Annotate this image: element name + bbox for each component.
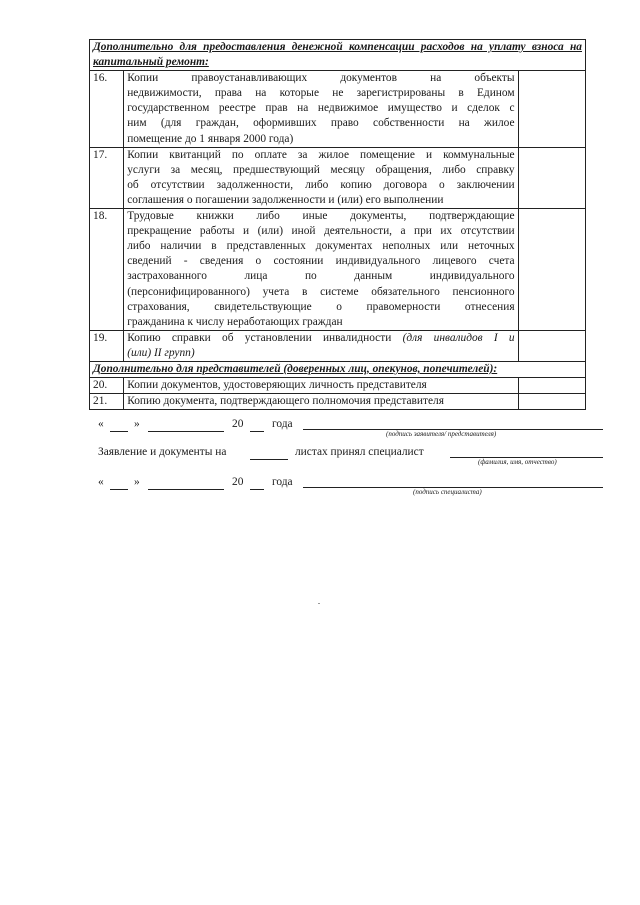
documents-table [89, 39, 586, 410]
item-mark-cell[interactable] [518, 71, 585, 147]
day-field[interactable] [110, 489, 128, 490]
item-number: 19. [90, 330, 124, 361]
item-number: 21. [90, 394, 124, 410]
disability-note: (для инвалидов I и [402, 331, 515, 344]
item-mark-cell[interactable] [518, 209, 585, 331]
quote-open: « [98, 418, 104, 430]
item-mark-cell[interactable] [518, 147, 585, 208]
accepted-suffix: листах принял специалист [295, 446, 424, 458]
item-text: Копии правоустанавливающих документов на объекты недвижимости, права на которые не зарегистрированы в Едином государственном реестре прав на недвижимое имущество и сделок с ним (для граждан, оформивших право собственности на жилое помещение до 1 января 2000 года) [124, 71, 518, 147]
applicant-signature-caption: (подпись заявителя/ представителя) [386, 430, 497, 438]
item-number: 18. [90, 209, 124, 331]
specialist-name-caption: (фамилия, имя, отчество) [478, 458, 557, 466]
specialist-signature-caption: (подпись специалиста) [413, 488, 482, 496]
year-field[interactable] [250, 431, 264, 432]
item-number: 20. [90, 378, 124, 394]
item-text: Копию документа, подтверждающего полномочия представителя [124, 394, 518, 410]
year-word: года [272, 476, 293, 488]
item-text: Копии документов, удостоверяющих личность представителя [124, 378, 518, 394]
item-number: 17. [90, 147, 124, 208]
disability-note-cont: (или) II групп) [127, 346, 195, 359]
quote-open: « [98, 476, 104, 488]
year-prefix: 20 [232, 476, 244, 488]
table-row [90, 378, 586, 394]
month-field[interactable] [148, 489, 224, 490]
table-row [90, 330, 586, 361]
table-row [90, 394, 586, 410]
item-text: Копии квитанций по оплате за жилое помещение и коммунальные услуги за месяц, предшествующий месяцу обращения, либо справку об отсутствии задолженности, либо копию договора о заключении соглашения о погашении задолженности и (или) его выполнении [124, 147, 518, 208]
quote-close: » [134, 476, 140, 488]
year-prefix: 20 [232, 418, 244, 430]
scan-speck [318, 603, 320, 604]
year-word: года [272, 418, 293, 430]
item-mark-cell[interactable] [518, 330, 585, 361]
item-mark-cell[interactable] [518, 394, 585, 410]
sheets-count-field[interactable] [250, 459, 288, 460]
section-header-row [90, 361, 586, 377]
section-representatives: Дополнительно для представителей (доверенных лиц, опекунов, попечителей): [90, 361, 586, 377]
item-number: 16. [90, 71, 124, 147]
item-text: Копию справки об установлении инвалидности (для инвалидов I и (или) II групп) [124, 330, 518, 361]
item-text: Трудовые книжки либо иные документы, подтверждающие прекращение работы и (или) иной деятельности, а при их отсутствии либо наличии в представленных документах неполных или неточных сведений - сведения о состоянии индивидуального лицевого счета застрахованного лица по данным индивидуального (персонифицированного) учета в системе обязательного пенсионного страхования, свидетельствующие о правомерности отнесения гражданина к числу неработающих граждан [124, 209, 518, 331]
section-header-row [90, 40, 586, 71]
section-capital-repair: Дополнительно для предоставления денежной компенсации расходов на уплату взноса на капитальный ремонт: [90, 40, 586, 71]
quote-close: » [134, 418, 140, 430]
month-field[interactable] [148, 431, 224, 432]
table-row [90, 147, 586, 208]
table-row [90, 209, 586, 331]
item-mark-cell[interactable] [518, 378, 585, 394]
table-row [90, 71, 586, 147]
day-field[interactable] [110, 431, 128, 432]
accepted-prefix: Заявление и документы на [98, 446, 227, 458]
year-field[interactable] [250, 489, 264, 490]
